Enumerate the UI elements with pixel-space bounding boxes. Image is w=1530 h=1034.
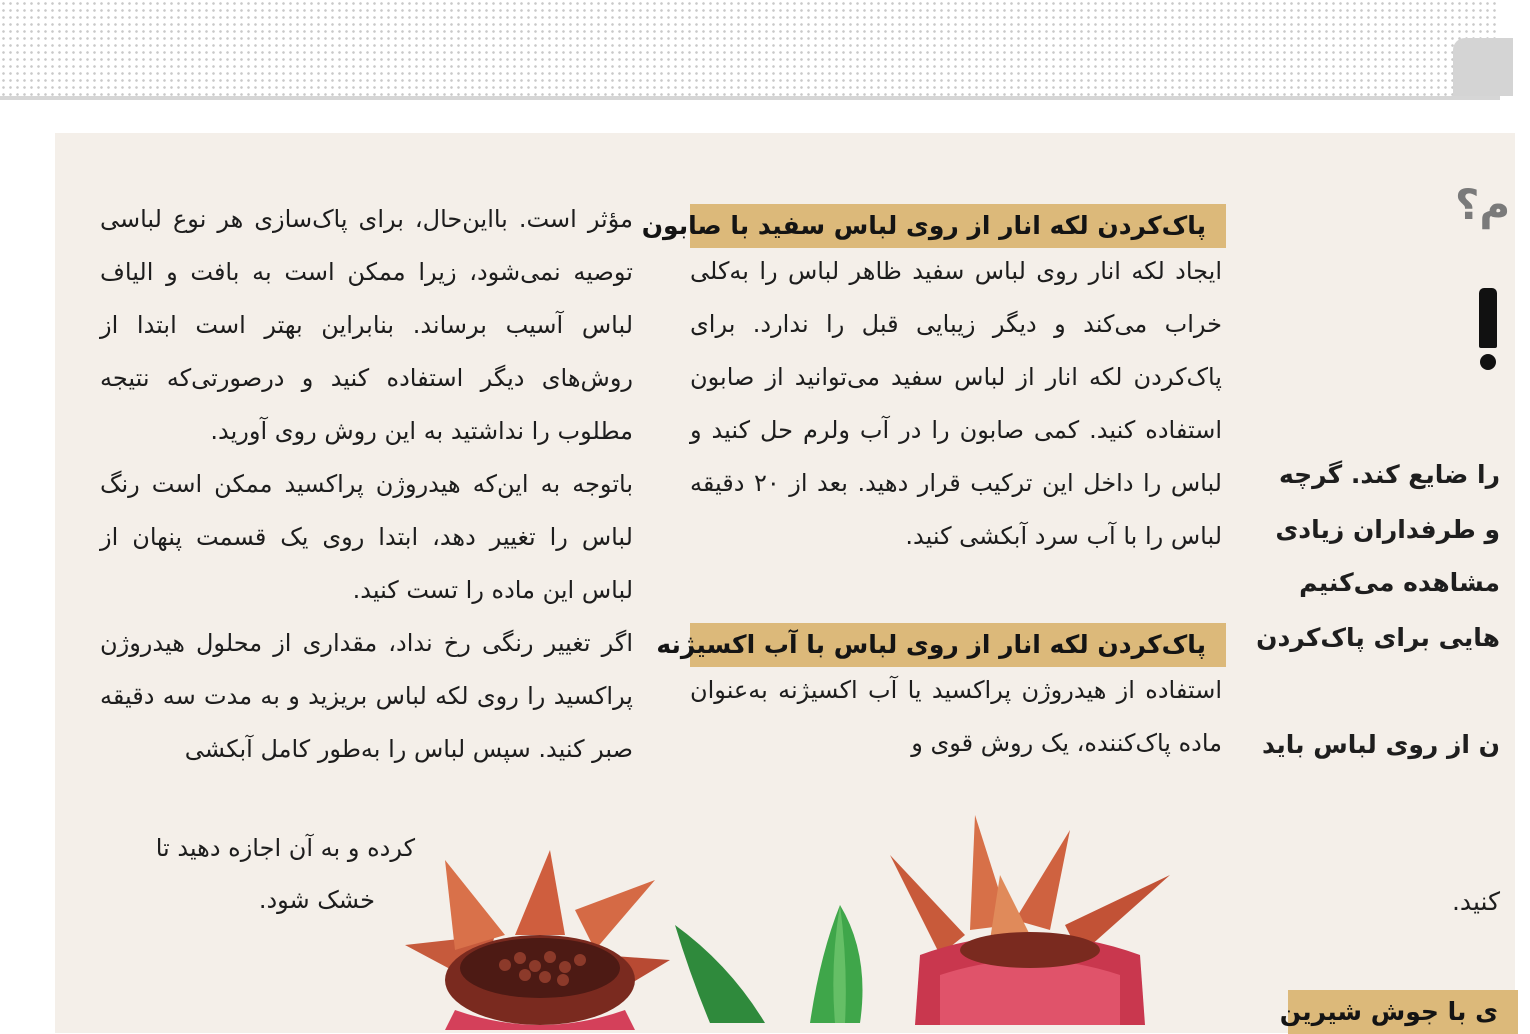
page-tab-edge <box>1453 38 1513 96</box>
left-column-text <box>100 193 633 776</box>
right-column-line: مشاهده می‌کنیم <box>1299 568 1500 597</box>
pomegranate-icon <box>385 840 675 1030</box>
right-column-heading: ی با جوش شیرین <box>1288 990 1518 1034</box>
dotted-header-band <box>0 0 1500 96</box>
paragraph: اگر تغییر رنگی رخ نداد، مقداری از محلول هیدروژن پراکسید را روی لکه لباس بریزید و به مدت سه دقیقه صبر کنید. سپس لباس را به‌طور کامل آبکشی <box>100 629 633 763</box>
paragraph: مؤثر است. بااین‌حال، برای پاک‌سازی هر نوع لباسی توصیه نمی‌شود، زیرا ممکن است به بافت و الیاف لباس آسیب برساند. بنابراین بهتر است ابتدا از روش‌های دیگر استفاده کنید و درصورتی‌که نتیجه مطلوب را نداشتید به این روش روی آورید. <box>100 205 633 445</box>
left-column-tail <box>240 874 375 927</box>
right-column <box>1256 130 1530 1030</box>
section-body-hydrogen-peroxide <box>690 664 1222 770</box>
right-column-line: ن از روی لباس باید <box>1261 730 1500 759</box>
section-heading-hydrogen-peroxide: پاک‌کردن لکه انار از روی لباس با آب اکسیژنه <box>690 623 1226 667</box>
paragraph: ایجاد لکه انار روی لباس سفید ظاهر لباس را به‌کلی خراب می‌کند و دیگر زیبایی قبل را ندارد. برای پاک‌کردن لکه انار از لباس سفید می‌توانید از صابون استفاده کنید. کمی صابون را در آب ولرم حل کنید و لباس را داخل این ترکیب قرار دهید. بعد از ۲۰ دقیقه لباس را با آب سرد آبکشی کنید. <box>690 257 1222 550</box>
paragraph: خشک شود. <box>258 886 375 914</box>
paragraph: باتوجه به این‌که هیدروژن پراکسید ممکن است رنگ لباس را تغییر دهد، ابتدا روی یک قسمت پنهان از لباس این ماده را تست کنید. <box>100 470 633 604</box>
right-column-line: کنید. <box>1451 887 1500 916</box>
section-heading-soap: پاک‌کردن لکه انار از روی لباس سفید با صابون <box>690 204 1226 248</box>
header-divider <box>0 96 1500 100</box>
right-column-line: و طرفداران زیادی <box>1275 515 1500 544</box>
left-column-tail <box>100 822 415 875</box>
paragraph: کرده و به آن اجازه دهید تا <box>155 834 415 862</box>
leaf-icon <box>670 905 900 1023</box>
right-column-line: هایی برای پاک‌کردن <box>1256 623 1500 652</box>
right-column-line: را ضایع کند. گرچه <box>1278 460 1500 489</box>
pomegranate-icon <box>880 815 1180 1025</box>
section-body-soap <box>690 245 1222 563</box>
right-column-title: م؟ <box>1455 180 1511 229</box>
paragraph: استفاده از هیدروژن پراکسید یا آب اکسیژنه به‌عنوان ماده پاک‌کننده، یک روش قوی و <box>690 676 1222 757</box>
